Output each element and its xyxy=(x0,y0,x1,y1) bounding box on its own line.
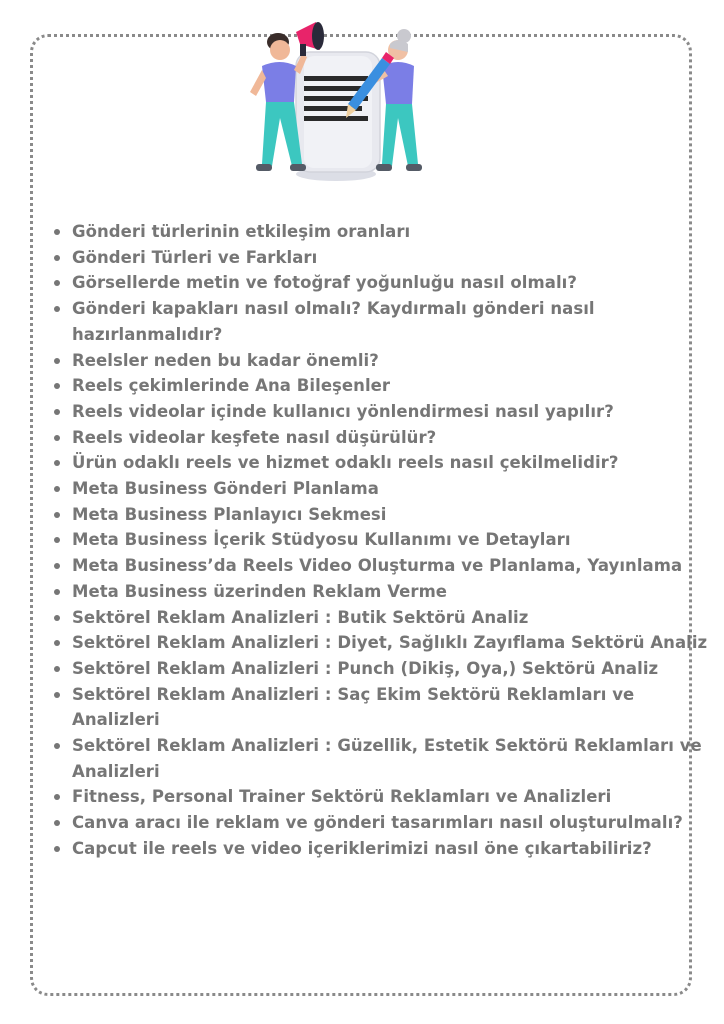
megaphone-icon xyxy=(296,22,324,56)
list-item: Reels videolar içinde kullanıcı yönlendirmesi nasıl yapılır? xyxy=(72,399,708,425)
list-item: Reels videolar keşfete nasıl düşürülür? xyxy=(72,425,708,451)
list-item: Fitness, Personal Trainer Sektörü Reklamları ve Analizleri xyxy=(72,784,708,810)
list-item: Canva aracı ile reklam ve gönderi tasarımları nasıl oluşturulmalı? xyxy=(72,810,708,836)
list-item: Meta Business İçerik Stüdyosu Kullanımı ve Detayları xyxy=(72,527,708,553)
list-item: Gönderi kapakları nasıl olmalı? Kaydırmalı gönderi nasıl hazırlanmalıdır? xyxy=(72,296,708,347)
document-icon xyxy=(296,52,380,181)
team-document-illustration xyxy=(232,14,448,196)
list-item: Sektörel Reklam Analizleri : Saç Ekim Sektörü Reklamları ve Analizleri xyxy=(72,682,708,733)
list-item: Meta Business üzerinden Reklam Verme xyxy=(72,579,708,605)
list-item: Ürün odaklı reels ve hizmet odaklı reels nasıl çekilmelidir? xyxy=(72,450,708,476)
list-item: Reelsler neden bu kadar önemli? xyxy=(72,348,708,374)
list-item: Sektörel Reklam Analizleri : Güzellik, Estetik Sektörü Reklamları ve Analizleri xyxy=(72,733,708,784)
list-item: Sektörel Reklam Analizleri : Butik Sektörü Analiz xyxy=(72,605,708,631)
list-item: Gönderi türlerinin etkileşim oranları xyxy=(72,219,708,245)
list-item: Reels çekimlerinde Ana Bileşenler xyxy=(72,373,708,399)
list-item: Gönderi Türleri ve Farkları xyxy=(72,245,708,271)
list-item: Capcut ile reels ve video içeriklerimizi nasıl öne çıkartabiliriz? xyxy=(72,836,708,862)
list-item: Sektörel Reklam Analizleri : Diyet, Sağlıklı Zayıflama Sektörü Analiz xyxy=(72,630,708,656)
topic-list xyxy=(52,219,708,862)
list-item: Meta Business Gönderi Planlama xyxy=(72,476,708,502)
list-item: Sektörel Reklam Analizleri : Punch (Dikiş, Oya,) Sektörü Analiz xyxy=(72,656,708,682)
list-item: Meta Business Planlayıcı Sekmesi xyxy=(72,502,708,528)
list-item: Meta Business’da Reels Video Oluşturma ve Planlama, Yayınlama xyxy=(72,553,708,579)
list-item: Görsellerde metin ve fotoğraf yoğunluğu nasıl olmalı? xyxy=(72,270,708,296)
